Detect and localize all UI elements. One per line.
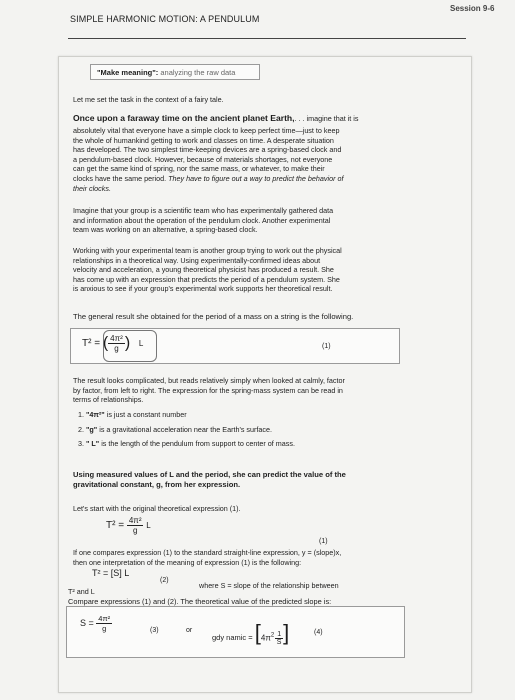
story-line: absolutely vital that everyone have a simple clock to keep perfect time—just to keep	[73, 126, 340, 135]
team-line: team was working on an alternative, a spring-based clock.	[73, 225, 258, 235]
eq4-num: 1	[277, 630, 282, 638]
reading-line: terms of relationships.	[73, 395, 144, 405]
story-line: the whole of humankind getting to work and classes on time. A desperate situation	[73, 135, 334, 145]
team-line: and information about the operation of the pendulum clock. Another experimental	[73, 215, 331, 225]
eq3-num: 4π²	[98, 614, 111, 623]
t2-and-l: T² and L	[68, 587, 95, 596]
header-divider	[68, 38, 466, 39]
equation-2: T² = [S] L	[92, 568, 130, 578]
story-line: a pendulum-based clock. However, because of materials shortages, not everyone	[73, 154, 333, 164]
story-tail: their clocks.	[73, 183, 111, 193]
section-tag-rest: analyzing the raw data	[158, 68, 236, 77]
story-line: has developed. The two simplest time-keeping devices are a spring-based clock and	[73, 145, 342, 155]
result-intro: The general result she obtained for the period of a mass on a string is the following.	[73, 312, 354, 321]
slope-line: Compare expressions (1) and (2). The theoretical value of the predicted slope is:	[68, 597, 332, 606]
eq1-rhs: L	[138, 339, 144, 349]
story-last-italic: They have to figure out a way to predict the behavior of	[166, 173, 344, 183]
eq4-label: (4)	[314, 629, 323, 636]
eq3-den: g	[102, 624, 107, 633]
compare-line: If one compares expression (1) to the standard straight-line expression, y = (slope)x,	[73, 548, 342, 557]
reading-line: by factor, from left to right. The expression for the spring-mass system can be read in	[73, 385, 343, 395]
prediction-line: Using measured values of L and the period, she can predict the value of the	[73, 470, 346, 479]
intro-line: Let me set the task in the context of a fairy tale.	[73, 95, 224, 104]
factor-list	[78, 410, 408, 449]
compare-paragraph	[73, 548, 418, 567]
story-lead-rest: . . . imagine that it is	[294, 114, 359, 123]
story-line: can get the same kind of spring, nor the same mass, or whatever, to make their	[73, 164, 325, 174]
eq2-where: where S = slope of the relationship between	[199, 581, 339, 590]
eq1b-num: 4π²	[128, 516, 142, 525]
compare-line: then one interpretation of the meaning of expression (1) is the following:	[73, 557, 302, 567]
eq4-inner: 4π	[260, 633, 271, 643]
prediction-paragraph	[73, 470, 413, 489]
team-line: Imagine that your group is a scientific team who has experimentally gathered data	[73, 206, 334, 215]
eq1-label: (1)	[322, 343, 331, 350]
or-text: or	[186, 627, 193, 634]
equation-4: gdy namic = [$4\pi^2$ $\frac{1}{S}$ ]	[212, 620, 290, 646]
section-tag-bold: "Make meaning":	[97, 68, 159, 77]
eq4-sup: 2	[270, 632, 275, 639]
eq1b-label: (1)	[319, 538, 328, 545]
eq4-lhs: gdy namic =	[212, 633, 253, 642]
team-paragraph	[73, 206, 413, 235]
start-line: Let's start with the original theoretical expression (1).	[73, 504, 241, 513]
reading-line: The result looks complicated, but reads relatively simply when looked at calmly, factor	[73, 376, 345, 385]
reading-paragraph	[73, 376, 413, 405]
eq1-num: 4π²	[110, 334, 123, 343]
eq1b-lhs: T² =	[106, 520, 125, 532]
equation-1: T² = ( $\frac{\text{4π²}}{g}$ ) L	[82, 334, 144, 353]
theory-line: velocity and acceleration, a young theoretical physicist has produced a result. She	[73, 265, 334, 275]
eq1-lhs: T² =	[82, 338, 101, 350]
eq1-den: g	[114, 344, 119, 353]
eq3-label: (3)	[150, 627, 159, 634]
story-last-plain: clocks have the same period.	[73, 173, 167, 183]
theory-line: relationships in a theoretical way. Using experimentally-confirmed ideas about	[73, 255, 321, 265]
list-item: 3. " L" is the length of the pendulum from support to center of mass.	[78, 439, 295, 449]
eq3-lhs: S =	[80, 617, 94, 628]
list-item: 1. "4π²" is just a constant number	[78, 410, 187, 419]
theory-line: is anxious to see if your group's experimental work supports her theoretical result.	[73, 284, 333, 294]
theory-line: Working with your experimental team is another group trying to work out the physical	[73, 246, 342, 255]
eq1b-rhs: L	[146, 521, 151, 531]
story-paragraph	[73, 108, 413, 193]
theory-paragraph	[73, 246, 413, 294]
page-title: SIMPLE HARMONIC MOTION: A PENDULUM	[70, 14, 260, 24]
eq4-den: S	[276, 638, 282, 646]
section-tag	[90, 64, 260, 80]
eq1b-den: g	[132, 526, 138, 535]
equation-3	[80, 614, 112, 633]
story-lead: Once upon a faraway time on the ancient planet Earth,	[73, 113, 295, 123]
prediction-line: gravitational constant, g, from her expression.	[73, 479, 241, 489]
list-item: 2. "g" is a gravitational acceleration near the Earth's surface.	[78, 424, 272, 434]
eq2-label: (2)	[160, 577, 169, 584]
theory-line: has come up with an expression that predicts the period of a pendulum system. She	[73, 274, 340, 284]
session-number: Session 9-6	[450, 4, 495, 13]
equation-1-repeat	[106, 516, 151, 535]
